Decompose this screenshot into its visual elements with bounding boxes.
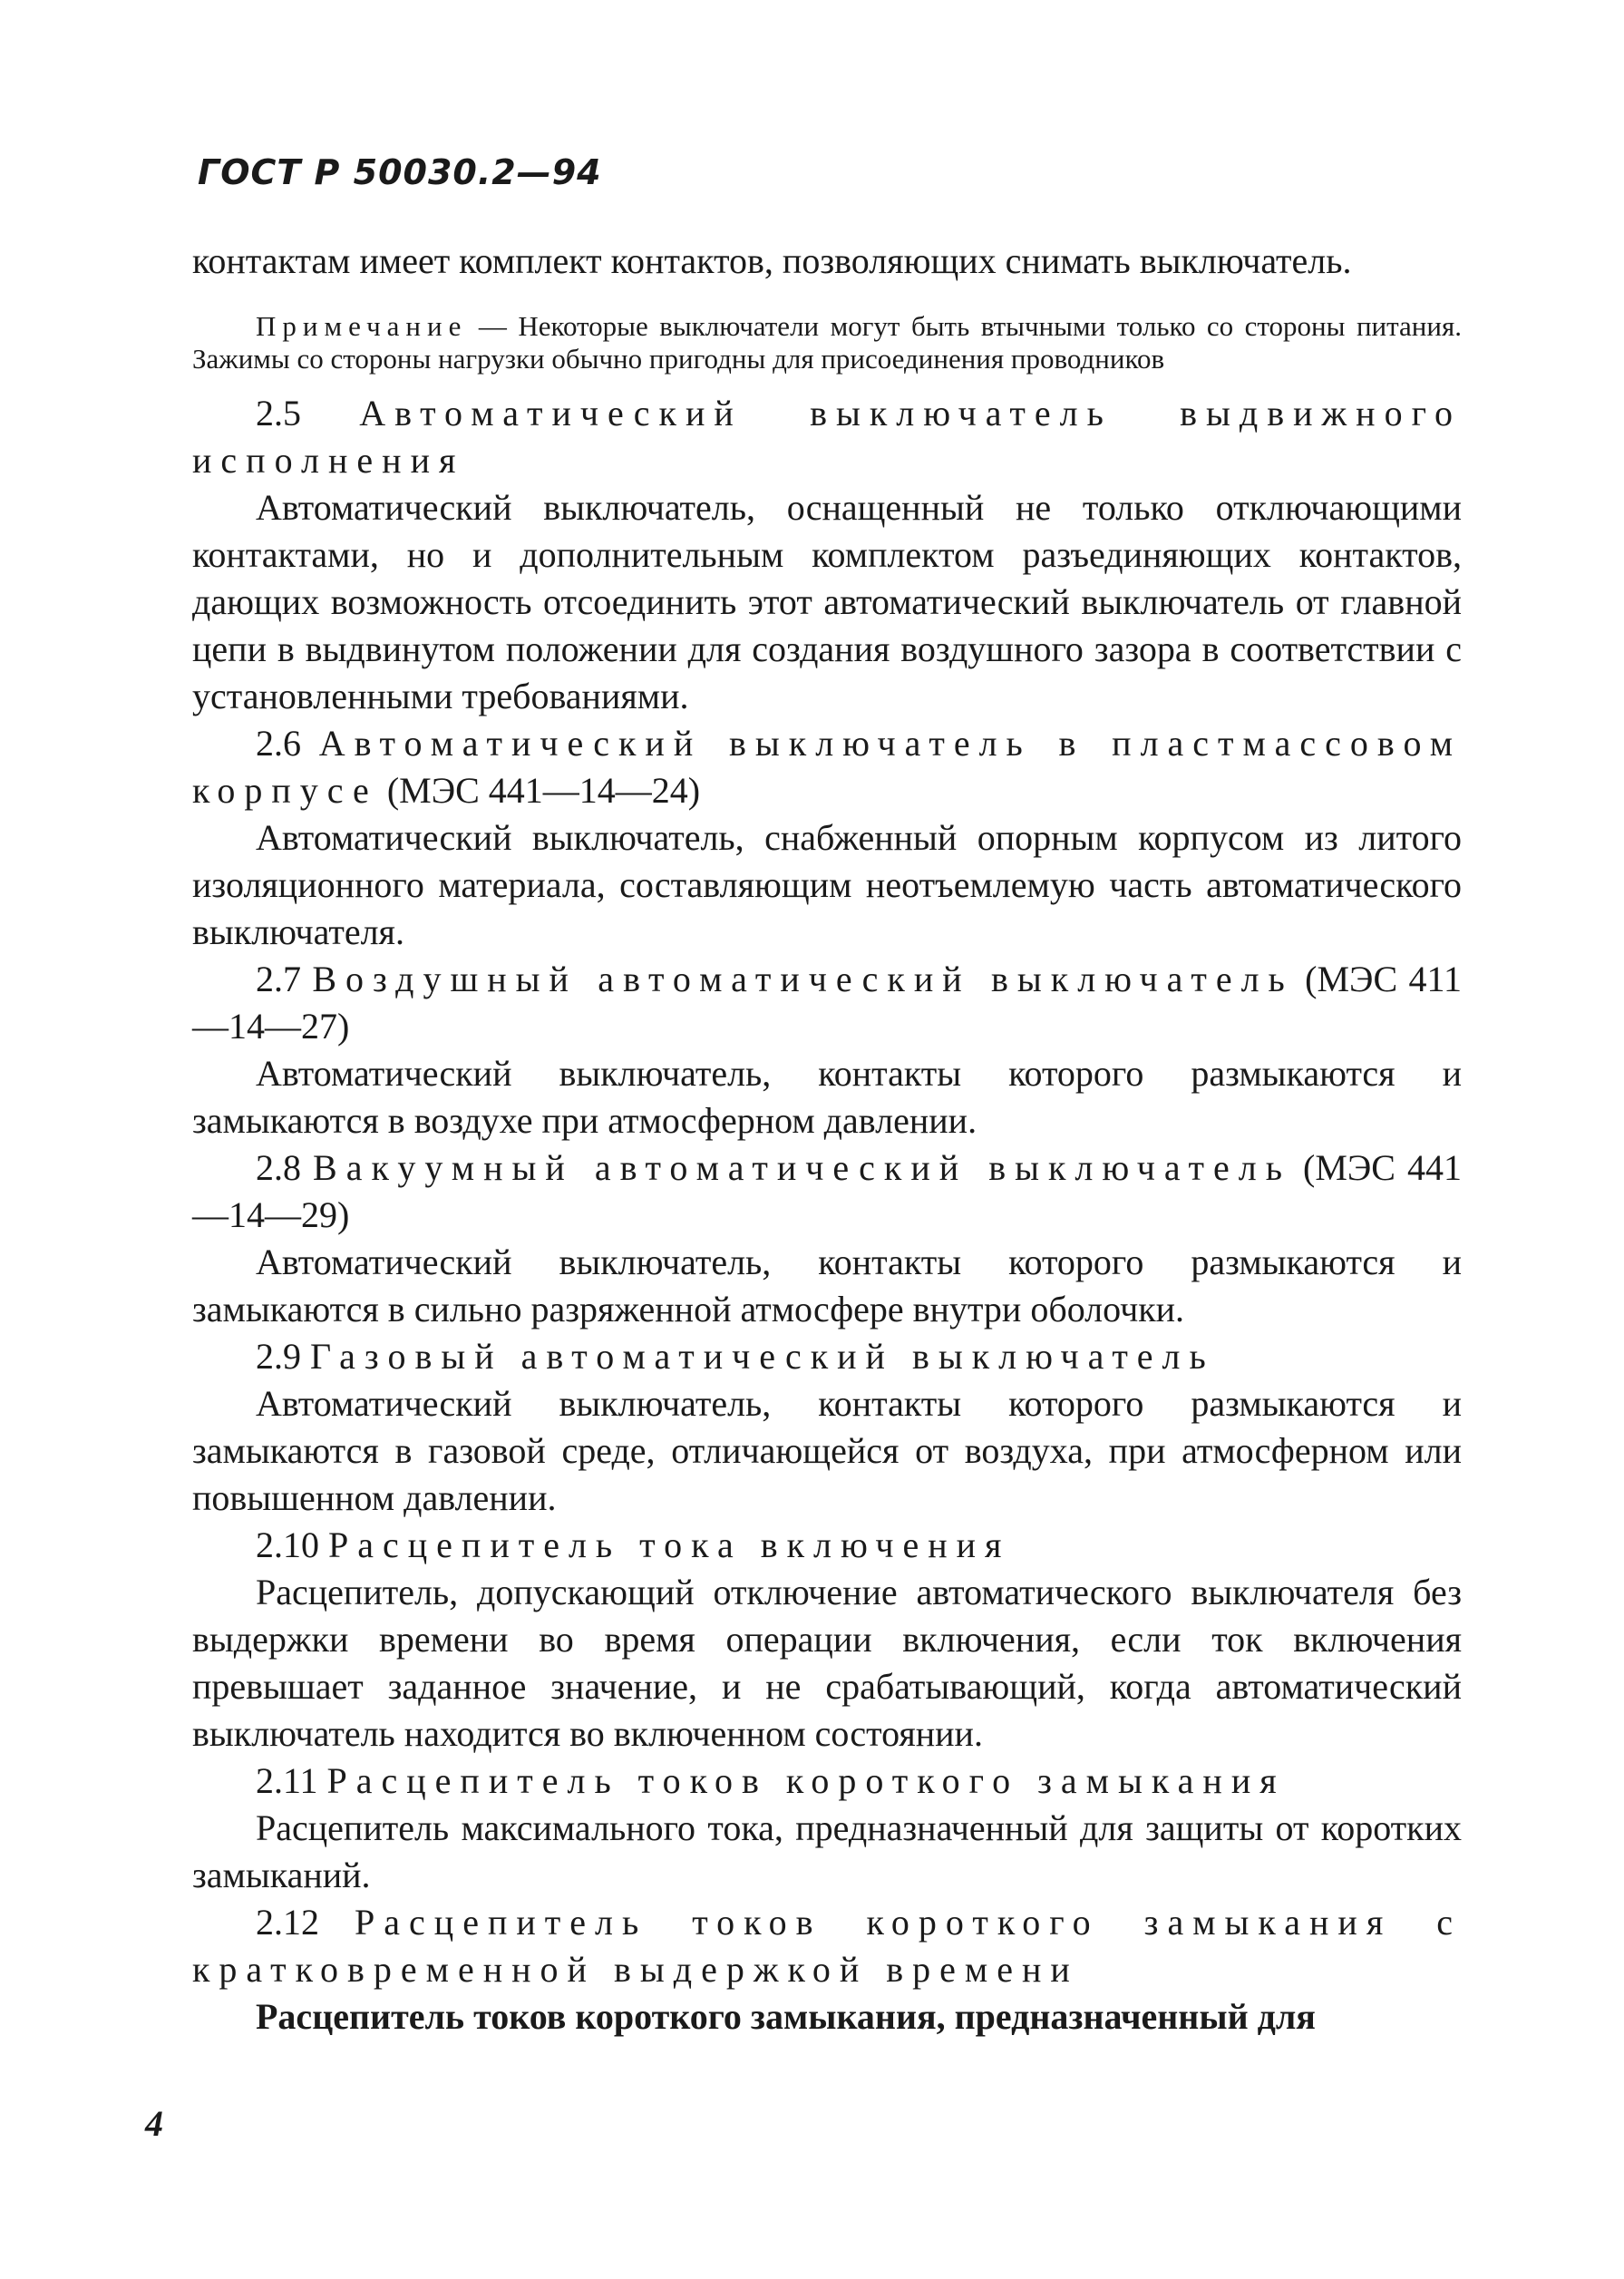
section-number: 2.9 bbox=[256, 1336, 301, 1377]
page-number: 4 bbox=[145, 2103, 163, 2144]
section-heading bbox=[192, 390, 1462, 484]
section-heading bbox=[192, 1144, 1462, 1239]
section-number: 2.7 bbox=[256, 959, 301, 999]
section-term: Газовый автоматический выключатель bbox=[310, 1336, 1215, 1377]
section-term: Расцепитель токов короткого замыкания с кратковременной выдержкой времени bbox=[192, 1902, 1462, 1990]
section-heading bbox=[192, 720, 1462, 814]
section-term: Автоматический выключатель выдвижного исполнения bbox=[192, 393, 1462, 481]
section-definition: Автоматический выключатель, контакты которого размыкаются и замыкаются в газовой среде, отличающейся от воздуха, при атмосферном или повышенном давлении. bbox=[192, 1383, 1462, 1518]
section-definition: Расцепитель токов короткого замыкания, предназначенный для bbox=[256, 1996, 1316, 2037]
document-body bbox=[192, 238, 1462, 2040]
note-text: — Некоторые выключатели могут быть втычными только со стороны питания. Зажимы со стороны нагрузки обычно пригодны для присоединения проводников bbox=[192, 310, 1462, 375]
section-definition: Автоматический выключатель, снабженный опорным корпусом из литого изоляционного материала, составляющим неотъемлемую часть автоматического выключателя. bbox=[192, 817, 1462, 952]
section-heading bbox=[192, 1899, 1462, 1993]
section-number: 2.5 bbox=[256, 393, 301, 433]
section-term: Расцепитель тока включения bbox=[328, 1524, 1011, 1565]
section-definition: Автоматический выключатель, оснащенный не только отключающими контактами, но и дополнительным комплектом разъединяющих контактов, дающих возможность отсоединить этот автоматический выключатель от главной цепи в выдвинутом положении для создания воздушного зазора в соответствии с установленными требованиями. bbox=[192, 487, 1462, 716]
section-term: Автоматический выключатель в пластмассовом корпусе bbox=[192, 723, 1463, 811]
section-number: 2.11 bbox=[256, 1760, 318, 1801]
section-definition: Автоматический выключатель, контакты которого размыкаются и замыкаются в воздухе при атмосферном давлении. bbox=[192, 1053, 1462, 1141]
section-heading bbox=[192, 1758, 1462, 1805]
standard-header: ГОСТ Р 50030.2—94 bbox=[198, 152, 602, 192]
note-label: Примечание bbox=[256, 310, 468, 342]
section-definition: Расцепитель, допускающий отключение автоматического выключателя без выдержки времени во время операции включения, если ток включения превышает заданное значение, и не срабатывающий, когда автоматический выключатель находится во включенном состоянии. bbox=[192, 1572, 1462, 1754]
section-number: 2.12 bbox=[256, 1902, 319, 1943]
section-heading bbox=[192, 1522, 1462, 1569]
section-number: 2.8 bbox=[256, 1147, 301, 1188]
section-definition: Расцепитель максимального тока, предназначенный для защиты от коротких замыканий. bbox=[192, 1807, 1462, 1895]
section-reference: (МЭС 411—14—27) bbox=[192, 959, 1463, 1047]
section-definition: Автоматический выключатель, контакты которого размыкаются и замыкаются в сильно разряженной атмосфере внутри оболочки. bbox=[192, 1242, 1462, 1329]
section-term: Вакуумный автоматический выключатель bbox=[313, 1147, 1291, 1188]
section-number: 2.6 bbox=[256, 723, 301, 764]
section-reference: (МЭС 441—14—29) bbox=[192, 1147, 1463, 1235]
intro-paragraph: контактам имеет комплект контактов, позволяющих снимать выключатель. bbox=[192, 240, 1352, 281]
section-term: Расцепитель токов короткого замыкания bbox=[326, 1760, 1286, 1801]
note-paragraph bbox=[192, 310, 1462, 375]
section-heading bbox=[192, 1333, 1462, 1380]
section-number: 2.10 bbox=[256, 1524, 319, 1565]
section-heading bbox=[192, 956, 1462, 1050]
section-term: Воздушный автоматический выключатель bbox=[312, 959, 1294, 999]
section-reference: (МЭС 441—14—24) bbox=[386, 770, 701, 811]
